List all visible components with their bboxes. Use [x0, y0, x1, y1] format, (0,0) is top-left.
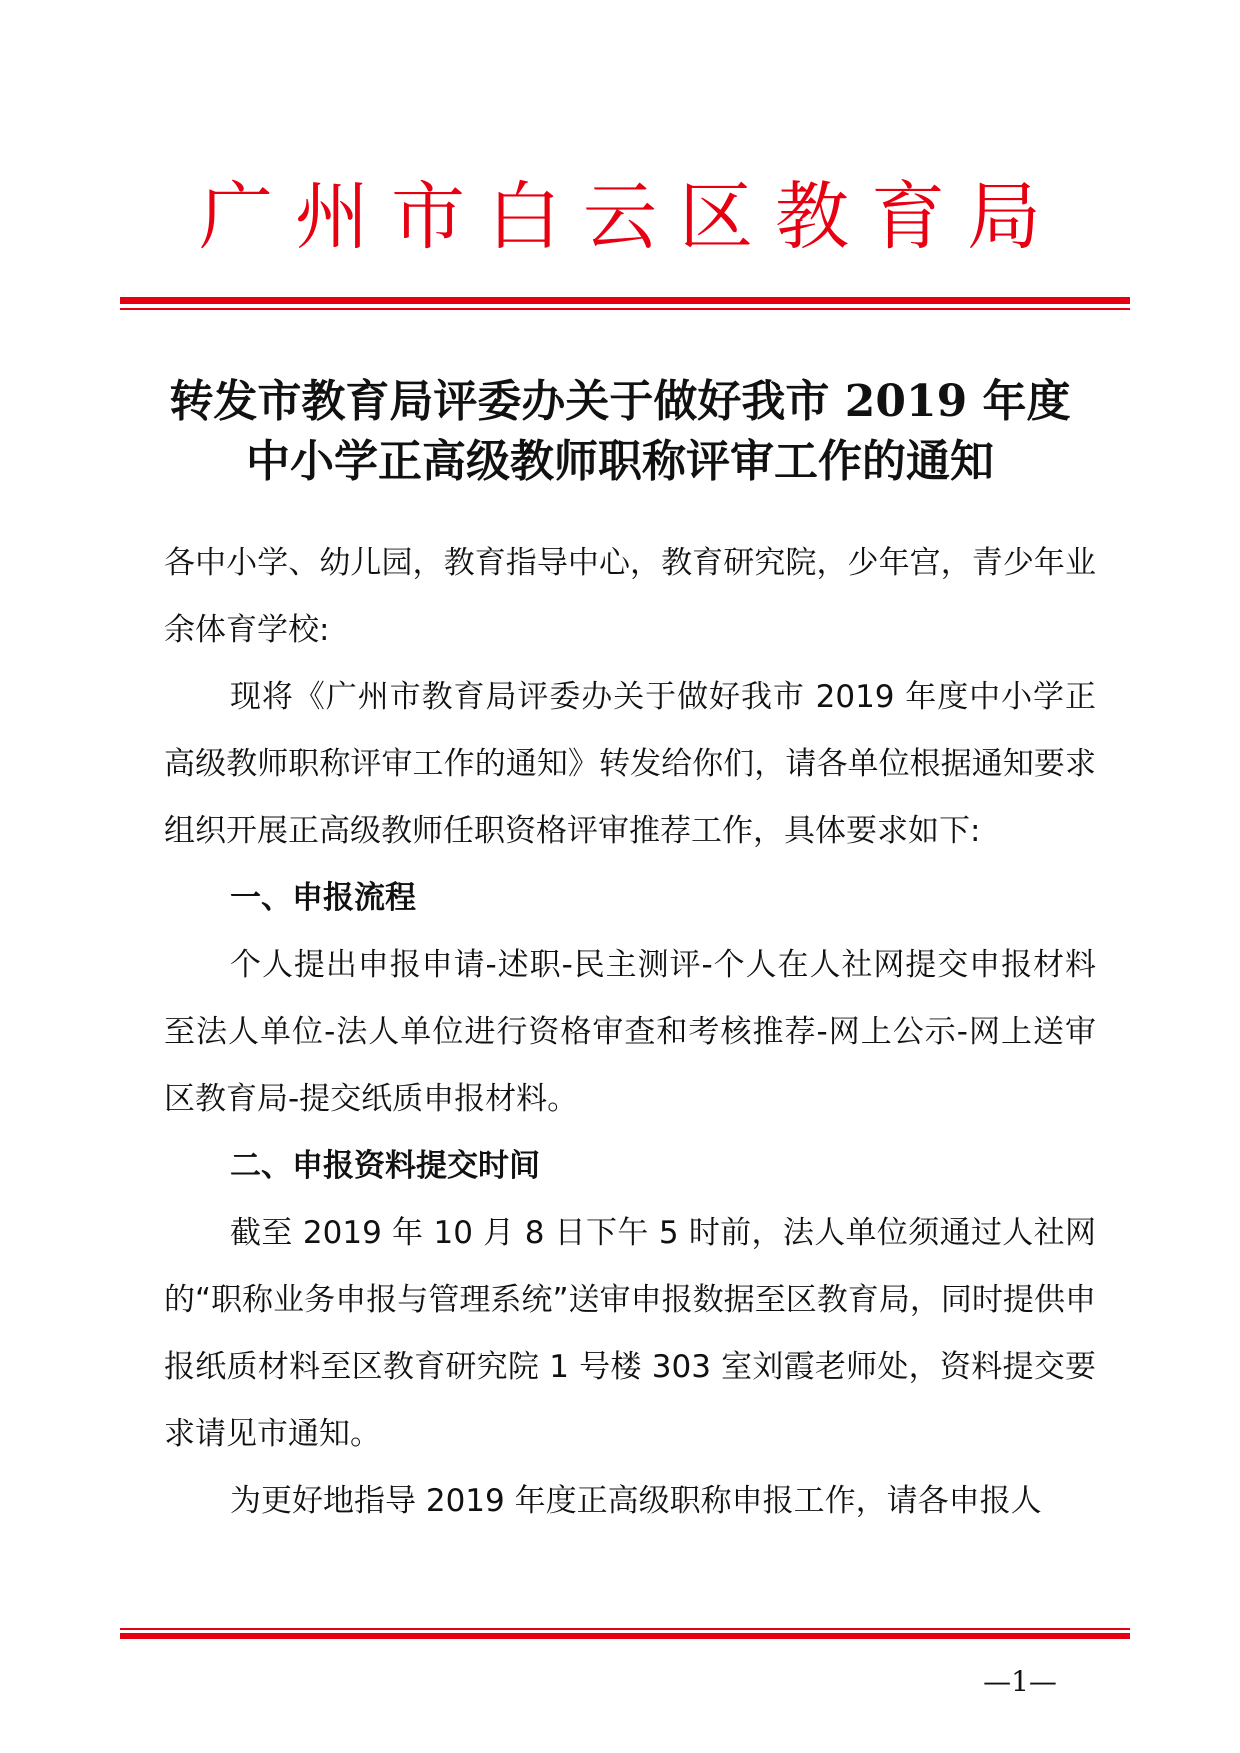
intro-paragraph: 现将《广州市教育局评委办关于做好我市 2019 年度中小学正高级教师职称评审工作的通知》转发给你们，请各单位根据通知要求组织开展正高级教师任职资格评审推荐工作，具体要求如下: [164, 679, 1096, 849]
footer-red-rule-thin [120, 1628, 1130, 1630]
footer-red-rule-thick [120, 1633, 1130, 1639]
section-heading-process: 一、申报流程 [230, 880, 416, 916]
salutation: 各中小学、幼儿园，教育指导中心，教育研究院，少年宫，青少年业余体育学校: [164, 545, 1096, 648]
letterhead-red-rule-thick [120, 297, 1130, 304]
document-title [0, 372, 1240, 492]
document-title-line-2: 中小学正高级教师职称评审工作的通知 [246, 436, 994, 487]
section-paragraph-guidance: 为更好地指导 2019 年度正高级职称申报工作，请各申报人 [230, 1483, 1042, 1519]
document-title-line-1: 转发市教育局评委办关于做好我市 2019 年度 [169, 376, 1071, 427]
letterhead-red-rule-thin [120, 308, 1130, 310]
document-body [164, 530, 1096, 1535]
letterhead-issuer: 广州市白云区教育局 [199, 174, 1063, 260]
section-paragraph-submission-time: 截至 2019 年 10 月 8 日下午 5 时前，法人单位须通过人社网的“职称业务申报与管理系统”送审申报数据至区教育局，同时提供申报纸质材料至区教育研究院 1 号楼 303 室刘霞老师处，资料提交要求请见市通知。 [164, 1215, 1096, 1452]
section-heading-submission-time: 二、申报资料提交时间 [230, 1148, 540, 1184]
page-number: —1— [983, 1665, 1057, 1698]
section-paragraph-process: 个人提出申报申请-述职-民主测评-个人在人社网提交申报材料至法人单位-法人单位进行资格审查和考核推荐-网上公示-网上送审区教育局-提交纸质申报材料。 [164, 947, 1096, 1117]
